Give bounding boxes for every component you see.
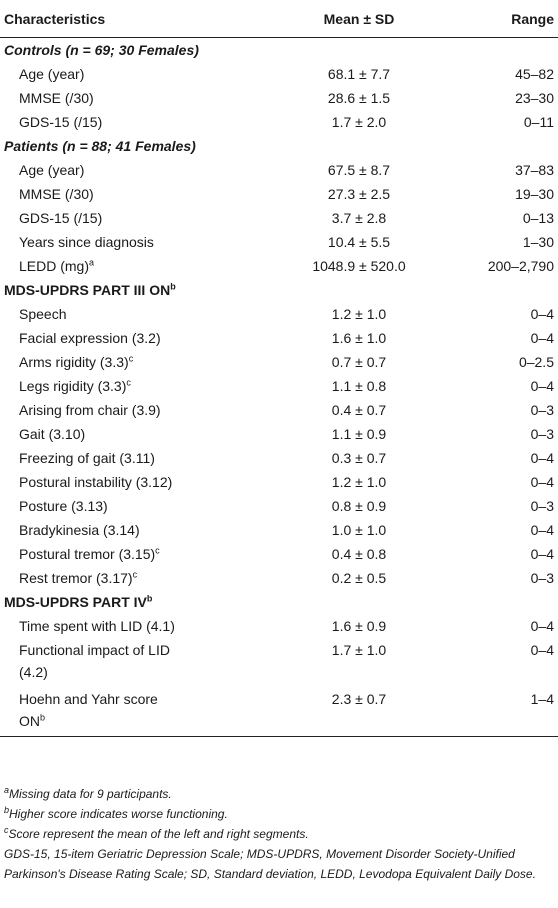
row-range: 37–83 bbox=[515, 162, 554, 178]
row-range: 0–4 bbox=[530, 330, 554, 346]
row-mean: 10.4 ± 5.5 bbox=[327, 234, 391, 250]
row-label: Freezing of gait (3.11) bbox=[19, 450, 155, 466]
footnote-b bbox=[4, 804, 554, 824]
row-mean: 0.7 ± 0.7 bbox=[331, 354, 387, 370]
row-label: Facial expression (3.2) bbox=[19, 330, 161, 346]
row-range: 0–13 bbox=[522, 210, 554, 226]
table-row bbox=[0, 446, 558, 470]
table-row bbox=[0, 518, 558, 542]
table-row bbox=[0, 182, 558, 206]
row-label-cell bbox=[0, 638, 274, 687]
footnote-mark: b bbox=[4, 805, 10, 815]
section-title-cell bbox=[0, 590, 558, 614]
table-row bbox=[0, 542, 558, 566]
row-range: 0–3 bbox=[530, 498, 554, 514]
row-label-line2: (4.2) bbox=[19, 664, 48, 680]
row-mean: 1048.9 ± 520.0 bbox=[312, 258, 406, 274]
row-range: 0–4 bbox=[530, 450, 554, 466]
row-label: Arms rigidity (3.3) bbox=[19, 354, 129, 370]
table-row bbox=[0, 254, 558, 278]
row-range: 0–4 bbox=[530, 522, 554, 538]
row-mean: 67.5 ± 8.7 bbox=[327, 162, 391, 178]
row-mean: 1.0 ± 1.0 bbox=[331, 522, 387, 538]
row-range: 23–30 bbox=[515, 90, 554, 106]
footnotes bbox=[4, 784, 554, 884]
footnote-marker: c bbox=[128, 353, 134, 364]
table-row bbox=[0, 614, 558, 638]
row-label: Posture (3.13) bbox=[19, 498, 108, 514]
row-mean: 1.1 ± 0.8 bbox=[331, 378, 387, 394]
footnote-mark: c bbox=[4, 825, 9, 835]
row-label: Arising from chair (3.9) bbox=[19, 402, 161, 418]
table-row bbox=[0, 302, 558, 326]
row-label: Age (year) bbox=[19, 66, 85, 82]
footnote-marker: c bbox=[155, 545, 160, 556]
section-title-cell bbox=[0, 278, 558, 302]
table-row bbox=[0, 110, 558, 134]
row-range: 0–2.5 bbox=[518, 354, 554, 370]
table-row bbox=[0, 687, 558, 737]
table-row bbox=[0, 158, 558, 182]
footnote-marker: b bbox=[170, 281, 176, 292]
abbreviations-note: GDS-15, 15-item Geriatric Depression Scale; MDS-UPDRS, Movement Disorder Society-Unified Parkinson's Disease Rating Scale; SD, Standard deviation, LEDD, Levodopa Equivalent Daily Dose. bbox=[4, 847, 536, 881]
table-row bbox=[0, 86, 558, 110]
row-range: 1–30 bbox=[522, 234, 554, 250]
row-mean: 28.6 ± 1.5 bbox=[327, 90, 391, 106]
row-label: LEDD (mg) bbox=[19, 258, 90, 274]
table-row bbox=[0, 350, 558, 374]
footnote-marker: c bbox=[132, 569, 138, 580]
footnote-mark: a bbox=[4, 785, 10, 795]
row-label: Legs rigidity (3.3) bbox=[19, 378, 127, 394]
row-label: GDS-15 (/15) bbox=[19, 114, 103, 130]
row-range: 19–30 bbox=[515, 186, 554, 202]
table-row bbox=[0, 398, 558, 422]
row-range: 0–3 bbox=[530, 570, 554, 586]
row-label: Speech bbox=[19, 306, 67, 322]
section-title: Patients (n = 88; 41 Females) bbox=[4, 138, 196, 154]
table-row bbox=[0, 62, 558, 86]
row-label: Gait (3.10) bbox=[19, 426, 86, 442]
table-row bbox=[0, 470, 558, 494]
row-label-line2: ON bbox=[19, 713, 40, 729]
row-label: Postural instability (3.12) bbox=[19, 474, 173, 490]
row-label: Years since diagnosis bbox=[19, 234, 154, 250]
row-mean: 1.2 ± 1.0 bbox=[331, 306, 387, 322]
footnote-marker: b bbox=[40, 712, 46, 723]
section-part4 bbox=[0, 590, 558, 614]
row-range: 0–4 bbox=[530, 618, 554, 634]
row-label: Age (year) bbox=[19, 162, 85, 178]
row-label-cell bbox=[0, 566, 274, 590]
row-mean: 1.1 ± 0.9 bbox=[331, 426, 387, 442]
row-label-cell bbox=[0, 350, 274, 374]
row-mean: 2.3 ± 0.7 bbox=[274, 687, 444, 737]
section-title: MDS-UPDRS PART III ON bbox=[4, 282, 171, 298]
section-patients bbox=[0, 134, 558, 158]
section-title: MDS-UPDRS PART IV bbox=[4, 594, 147, 610]
row-label: MMSE (/30) bbox=[19, 186, 94, 202]
footnote-marker: a bbox=[89, 257, 95, 268]
row-mean: 3.7 ± 2.8 bbox=[331, 210, 387, 226]
row-label: Rest tremor (3.17) bbox=[19, 570, 133, 586]
row-mean: 27.3 ± 2.5 bbox=[327, 186, 391, 202]
row-mean: 1.7 ± 2.0 bbox=[331, 114, 387, 130]
row-range: 45–82 bbox=[515, 66, 554, 82]
table-row bbox=[0, 638, 558, 687]
row-range: 0–4 bbox=[530, 378, 554, 394]
row-label-cell bbox=[0, 687, 274, 737]
table-row bbox=[0, 566, 558, 590]
row-label-cell bbox=[0, 374, 274, 398]
table-row bbox=[0, 422, 558, 446]
row-label: Postural tremor (3.15) bbox=[19, 546, 156, 562]
row-label: MMSE (/30) bbox=[19, 90, 94, 106]
row-range: 200–2,790 bbox=[487, 258, 554, 274]
row-mean: 1.6 ± 0.9 bbox=[331, 618, 387, 634]
row-label-line1: Functional impact of LID bbox=[19, 642, 170, 658]
footnote-marker: b bbox=[146, 593, 153, 604]
row-range: 0–4 bbox=[530, 642, 554, 658]
row-range: 0–3 bbox=[530, 426, 554, 442]
row-range: 0–4 bbox=[530, 546, 554, 562]
table-row bbox=[0, 230, 558, 254]
row-range: 0–11 bbox=[523, 114, 554, 130]
row-mean: 1.2 ± 1.0 bbox=[331, 474, 387, 490]
table-row bbox=[0, 206, 558, 230]
section-title: Controls (n = 69; 30 Females) bbox=[4, 42, 199, 58]
section-part3 bbox=[0, 278, 558, 302]
row-mean: 0.8 ± 0.9 bbox=[331, 498, 387, 514]
footnote-marker: c bbox=[126, 377, 131, 388]
row-mean: 1.7 ± 1.0 bbox=[331, 642, 387, 658]
row-mean: 68.1 ± 7.7 bbox=[327, 66, 391, 82]
header-range: Range bbox=[444, 0, 558, 38]
table-row bbox=[0, 326, 558, 350]
row-label: GDS-15 (/15) bbox=[19, 210, 103, 226]
section-controls bbox=[0, 38, 558, 63]
row-label: Time spent with LID (4.1) bbox=[19, 618, 175, 634]
row-mean: 0.4 ± 0.8 bbox=[331, 546, 387, 562]
header-row bbox=[0, 0, 558, 38]
row-label-cell bbox=[0, 542, 274, 566]
row-range: 0–3 bbox=[530, 402, 554, 418]
table-row bbox=[0, 374, 558, 398]
row-label-cell bbox=[0, 254, 274, 278]
footnote-c bbox=[4, 824, 554, 844]
row-mean: 1.6 ± 1.0 bbox=[331, 330, 387, 346]
table-row bbox=[0, 494, 558, 518]
footnote-a bbox=[4, 784, 554, 804]
footnote-text: Missing data for 9 participants. bbox=[9, 787, 172, 801]
footnote-text: Higher score indicates worse functioning. bbox=[9, 807, 228, 821]
row-mean: 0.2 ± 0.5 bbox=[331, 570, 387, 586]
footnote-text: Score represent the mean of the left and right segments. bbox=[8, 827, 309, 841]
row-range: 0–4 bbox=[530, 306, 554, 322]
row-range: 1–4 bbox=[444, 687, 558, 737]
row-mean: 0.3 ± 0.7 bbox=[331, 450, 387, 466]
header-characteristics: Characteristics bbox=[0, 0, 274, 38]
row-label-line1: Hoehn and Yahr score bbox=[19, 691, 158, 707]
row-mean: 0.4 ± 0.7 bbox=[331, 402, 387, 418]
row-label: Bradykinesia (3.14) bbox=[19, 522, 140, 538]
header-mean-sd: Mean ± SD bbox=[274, 0, 444, 38]
row-range: 0–4 bbox=[530, 474, 554, 490]
